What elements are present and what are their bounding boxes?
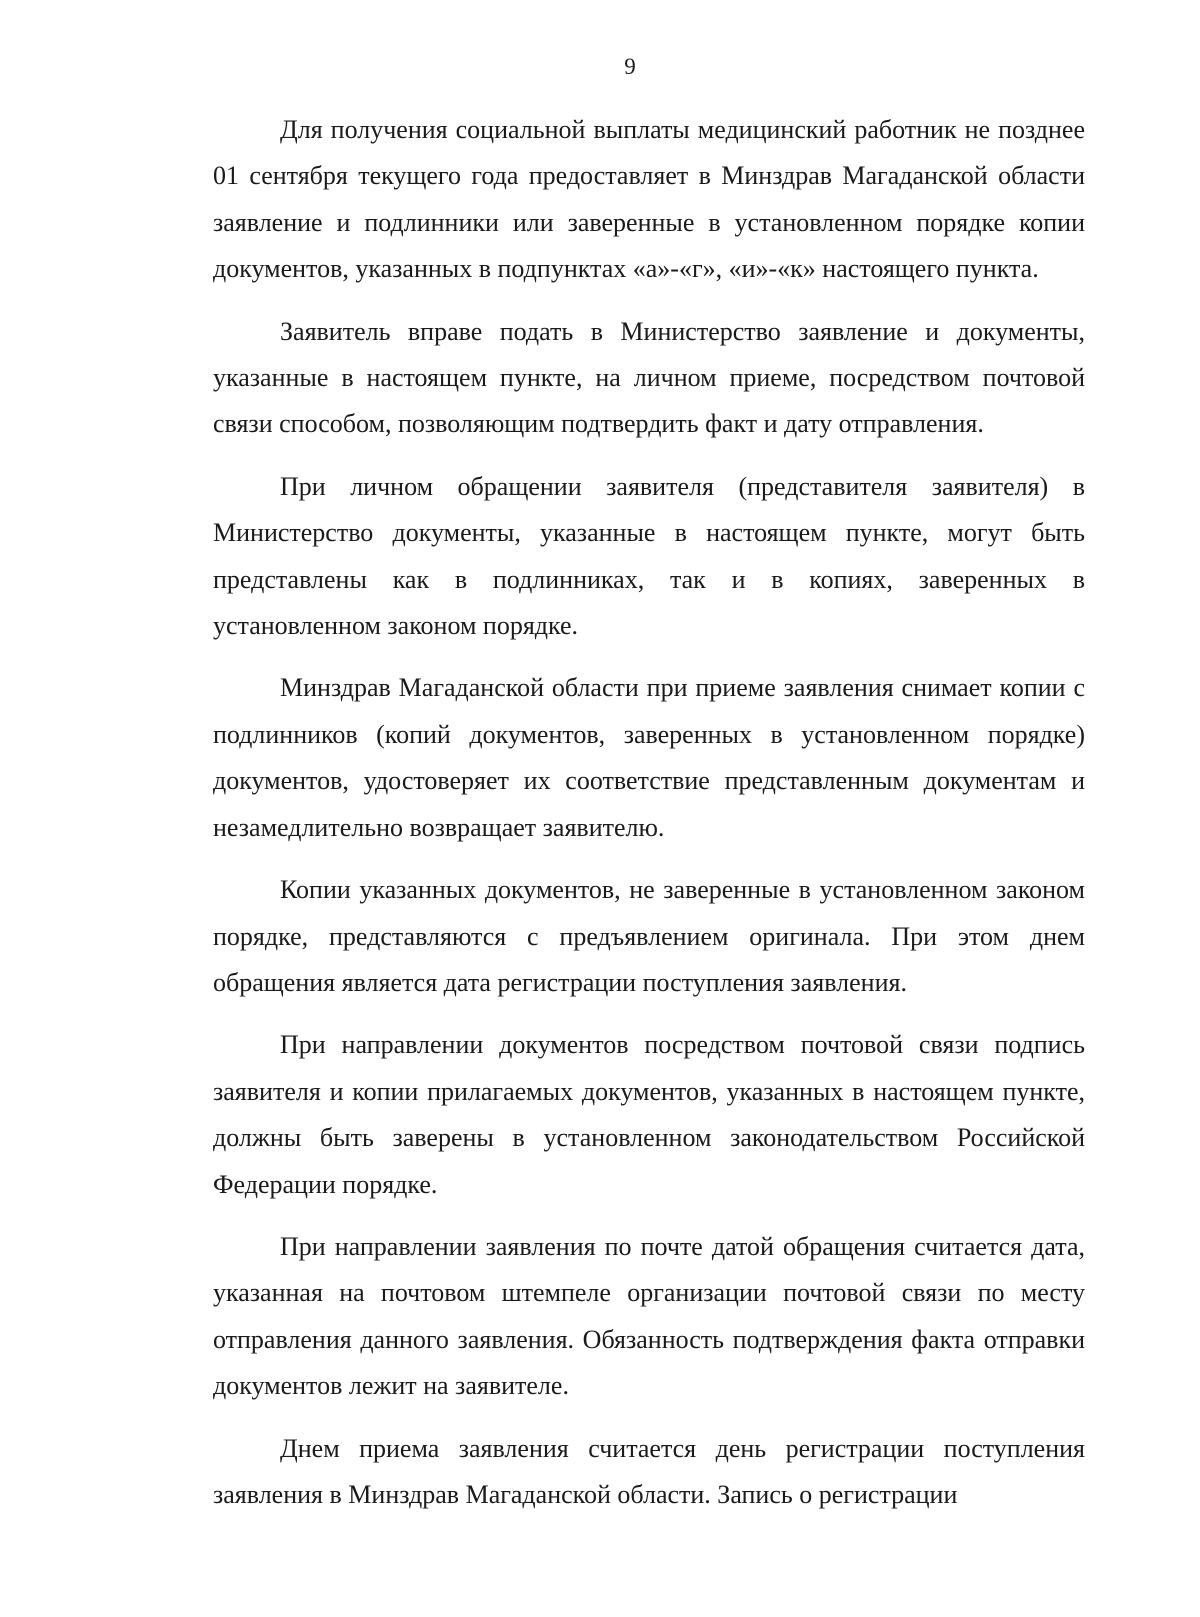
paragraph-personal-visit: При личном обращении заявителя (представителя заявителя) в Министерство документы, указанные в настоящем пункте, могут быть представлены как в подлинниках, так и в копиях, заверенных в установленном законом порядке. xyxy=(213,471,1085,641)
paragraph-uncertified-copies: Копии указанных документов, не заверенные в установленном законом порядке, представляются с предъявлением оригинала. При этом днем обращения является дата регистрации поступления заявления. xyxy=(213,875,1085,997)
page-number: 9 xyxy=(624,54,636,79)
paragraph-application-submission: Для получения социальной выплаты медицинский работник не позднее 01 сентября текущего года предоставляет в Минздрав Магаданской области заявление и подлинники или заверенные в установленном порядке копии документов, указанных в подпунктах «а»-«г», «и»-«к» настоящего пункта. xyxy=(213,115,1085,284)
paragraph-submission-methods: Заявитель вправе подать в Министерство заявление и документы, указанные в настоящем пункте, на личном приеме, посредством почтовой связи способом, позволяющим подтвердить факт и дату отправления. xyxy=(213,316,1085,439)
paragraph-postal-signature: При направлении документов посредством почтовой связи подпись заявителя и копии прилагаемых документов, указанных в настоящем пункте, должны быть заверены в установленном законодательством Российской Федерации порядке. xyxy=(213,1030,1085,1199)
document-body xyxy=(213,107,1085,1518)
paragraph-postal-date: При направлении заявления по почте датой обращения считается дата, указанная на почтовом штемпеле организации почтовой связи по месту отправления данного заявления. Обязанность подтверждения факта отправки документов лежит на заявителе. xyxy=(213,1231,1085,1401)
paragraph-receipt-date: Днем приема заявления считается день регистрации поступления заявления в Минздрав Магаданской области. Запись о регистрации xyxy=(213,1433,1085,1509)
paragraph-copy-verification: Минздрав Магаданской области при приеме заявления снимает копии с подлинников (копий документов, заверенных в установленном порядке) документов, удостоверяет их соответствие представленным документам и незамедлительно возвращает заявителю. xyxy=(213,673,1085,842)
